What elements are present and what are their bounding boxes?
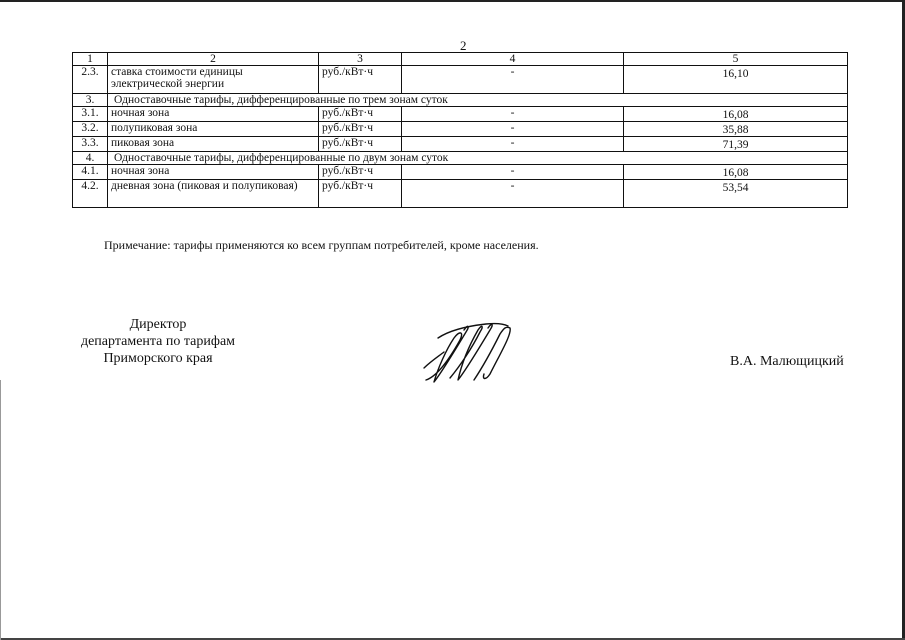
row-number: 4.2.: [73, 180, 108, 208]
row-unit: руб./кВт·ч: [319, 107, 402, 122]
director-title: Директор: [129, 317, 187, 332]
header-cell: 1: [73, 53, 108, 66]
row-name: пиковая зона: [108, 137, 319, 152]
row-number: 3.1.: [73, 107, 108, 122]
row-col5: 71,39: [624, 137, 848, 152]
section-number: 3.: [73, 94, 108, 107]
director-block: [70, 316, 246, 367]
scan-border-left: [0, 380, 1, 640]
page-number: 2: [460, 38, 467, 53]
section-title: Одноставочные тарифы, дифференцированные по двум зонам суток: [108, 152, 848, 165]
table-row: [73, 122, 848, 137]
section-number: 4.: [73, 152, 108, 165]
row-col5: 35,88: [624, 122, 848, 137]
table-row: [73, 107, 848, 122]
table-note: Примечание: тарифы применяются ко всем группам потребителей, кроме населения.: [104, 238, 539, 252]
director-department: департамента по тарифам: [80, 334, 236, 349]
row-col5: 16,10: [624, 66, 848, 94]
row-unit: руб./кВт·ч: [319, 180, 402, 208]
row-number: 2.3.: [73, 66, 108, 94]
row-col4: -: [402, 107, 624, 122]
table-row: [73, 165, 848, 180]
row-col5: 16,08: [624, 165, 848, 180]
table-row: [73, 180, 848, 208]
section-title: Одноставочные тарифы, дифференцированные по трем зонам суток: [108, 94, 848, 107]
row-col5: 16,08: [624, 107, 848, 122]
row-name: дневная зона (пиковая и полупиковая): [108, 180, 319, 208]
row-col5: 53,54: [624, 180, 848, 208]
row-col4: -: [402, 137, 624, 152]
row-col4: -: [402, 66, 624, 94]
row-name: ставка стоимости единицы электрической энергии: [108, 66, 319, 94]
signer-name: В.А. Малющицкий: [730, 354, 844, 369]
header-cell: 3: [319, 53, 402, 66]
row-number: 3.3.: [73, 137, 108, 152]
header-cell: 2: [108, 53, 319, 66]
row-number: 3.2.: [73, 122, 108, 137]
header-cell: 5: [624, 53, 848, 66]
row-col4: -: [402, 180, 624, 208]
row-col4: -: [402, 122, 624, 137]
row-unit: руб./кВт·ч: [319, 122, 402, 137]
director-region: Приморского края: [103, 351, 213, 366]
section-row: [73, 152, 848, 165]
row-name: полупиковая зона: [108, 122, 319, 137]
section-row: [73, 94, 848, 107]
handwritten-signature-icon: [420, 318, 516, 390]
row-col4: -: [402, 165, 624, 180]
row-number: 4.1.: [73, 165, 108, 180]
scan-border-top: [0, 0, 905, 2]
row-unit: руб./кВт·ч: [319, 66, 402, 94]
row-unit: руб./кВт·ч: [319, 137, 402, 152]
row-unit: руб./кВт·ч: [319, 165, 402, 180]
row-name: ночная зона: [108, 107, 319, 122]
row-name: ночная зона: [108, 165, 319, 180]
table-header-row: [73, 53, 848, 66]
table-row: [73, 137, 848, 152]
tariff-table: [72, 52, 848, 208]
header-cell: 4: [402, 53, 624, 66]
table-row: [73, 66, 848, 94]
